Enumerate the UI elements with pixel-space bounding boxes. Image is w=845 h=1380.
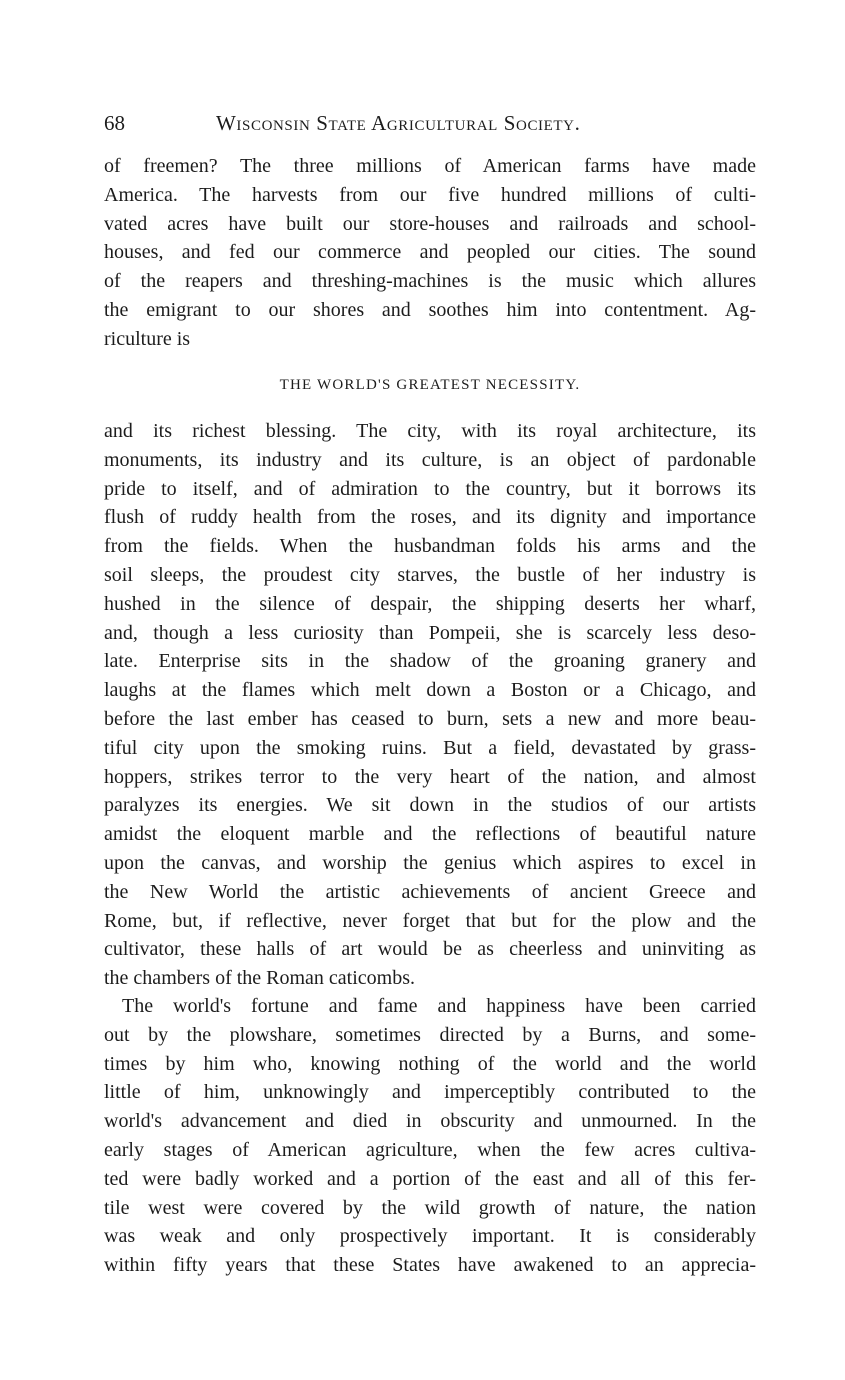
- text-line: little of him, unknowingly and imperceptibly contributed to the: [104, 1081, 756, 1104]
- text-line: of freemen? The three millions of American farms have made: [104, 155, 756, 177]
- text-line: was weak and only prospectively important. It is considerably: [104, 1225, 756, 1248]
- text-line: world's advancement and died in obscurity and unmourned. In the: [104, 1110, 756, 1133]
- text-line: hoppers, strikes terror to the very heart of the nation, and almost: [104, 765, 756, 788]
- text-line: the chambers of the Roman caticombs.: [104, 967, 416, 990]
- text-line: within fifty years that these States have awakened to an apprecia-: [104, 1254, 756, 1277]
- text-line: early stages of American agriculture, when the few acres cultiva-: [104, 1138, 756, 1161]
- text-line: the emigrant to our shores and soothes him into contentment. Ag-: [104, 298, 756, 321]
- text-line: amidst the eloquent marble and the reflections of beautiful nature: [104, 823, 756, 846]
- text-line: and, though a less curiosity than Pompeii, she is scarcely less deso-: [104, 621, 756, 644]
- text-line: Rome, but, if reflective, never forget that but for the plow and the: [104, 909, 756, 932]
- text-line: from the fields. When the husbandman folds his arms and the: [104, 535, 756, 558]
- text-line: pride to itself, and of admiration to the country, but it borrows its: [104, 477, 756, 500]
- text-line: of the reapers and threshing-machines is the music which allures: [104, 270, 756, 293]
- text-line: and its richest blessing. The city, with its royal architecture, its: [104, 420, 756, 442]
- text-line: the New World the artistic achievements of ancient Greece and: [104, 880, 756, 903]
- text-line: The world's fortune and fame and happiness have been carried: [122, 995, 756, 1017]
- text-line: before the last ember has ceased to burn, sets a new and more beau-: [104, 707, 756, 730]
- text-line: laughs at the flames which melt down a Boston or a Chicago, and: [104, 679, 756, 702]
- text-line: America. The harvests from our five hundred millions of culti-: [104, 183, 756, 206]
- text-line: flush of ruddy health from the roses, and its dignity and importance: [104, 506, 756, 529]
- text-line: upon the canvas, and worship the genius which aspires to excel in: [104, 851, 756, 874]
- text-line: out by the plowshare, sometimes directed by a Burns, and some-: [104, 1023, 756, 1046]
- text-line: cultivator, these halls of art would be as cheerless and uninviting as: [104, 938, 756, 961]
- text-line: times by him who, knowing nothing of the world and the world: [104, 1052, 756, 1075]
- text-line: ted were badly worked and a portion of the east and all of this fer-: [104, 1167, 756, 1190]
- text-line: late. Enterprise sits in the shadow of the groaning granery and: [104, 650, 756, 673]
- paragraph-3: [104, 992, 756, 1280]
- page-number: 68: [104, 111, 125, 135]
- text-line: hushed in the silence of despair, the shipping deserts her wharf,: [104, 592, 756, 615]
- section-heading: THE WORLD'S GREATEST NECESSITY.: [279, 377, 581, 393]
- text-line: tiful city upon the smoking ruins. But a field, devastated by grass-: [104, 736, 756, 759]
- running-head: [104, 108, 744, 138]
- text-line: tile west were covered by the wild growth of nature, the nation: [104, 1196, 756, 1219]
- paragraph-2: [104, 417, 756, 993]
- text-line: houses, and fed our commerce and peopled our cities. The sound: [104, 241, 756, 264]
- paragraph-1: [104, 152, 756, 354]
- running-head-title: Wisconsin State Agricultural Society.: [216, 111, 581, 135]
- text-line: vated acres have built our store-houses and railroads and school-: [104, 212, 756, 235]
- text-line: paralyzes its energies. We sit down in the studios of our artists: [104, 794, 756, 817]
- text-line: monuments, its industry and its culture, is an object of pardonable: [104, 448, 756, 471]
- text-line: riculture is: [104, 327, 191, 350]
- text-line: soil sleeps, the proudest city starves, the bustle of her industry is: [104, 563, 756, 586]
